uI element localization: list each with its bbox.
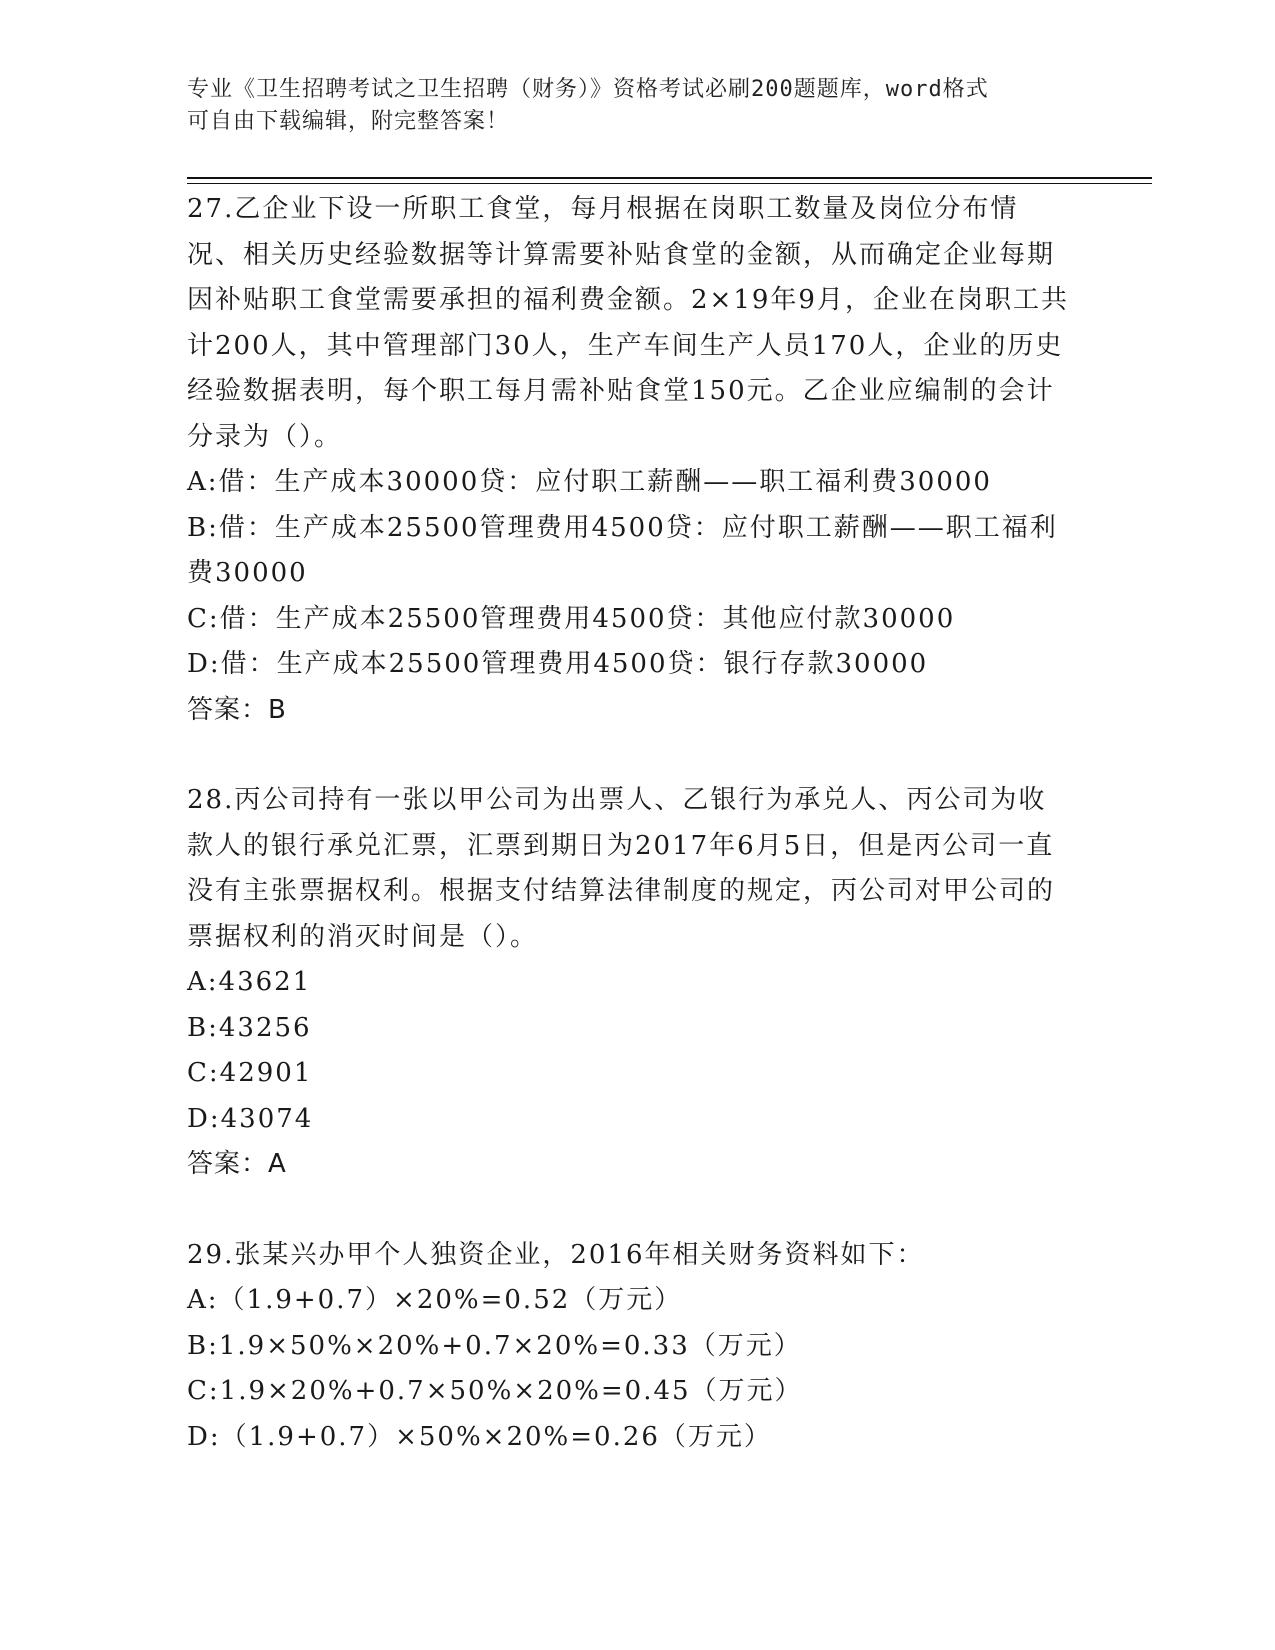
header-divider-thick xyxy=(187,177,1152,179)
option-text: 借：生产成本25500管理费用4500贷：应付职工薪酬——职工福利费30000 xyxy=(187,512,1058,588)
question-list xyxy=(187,187,1087,1460)
answer-line: 答案：A xyxy=(187,1149,287,1179)
option-b xyxy=(187,1324,1087,1370)
question-stem xyxy=(187,778,1072,960)
question-text: 张某兴办甲个人独资企业，2016年相关财务资料如下： xyxy=(234,1239,925,1270)
option-d xyxy=(187,1097,1087,1143)
option-a xyxy=(187,460,1087,506)
option-text: 43074 xyxy=(220,1103,314,1134)
option-key: A: xyxy=(187,967,219,997)
option-key: B: xyxy=(187,1012,219,1043)
option-text: 42901 xyxy=(219,1058,313,1088)
option-key: D: xyxy=(187,1103,221,1134)
option-key: A: xyxy=(187,467,219,497)
option-c xyxy=(187,1369,1087,1415)
question-spacer xyxy=(187,1188,1087,1233)
document-header xyxy=(187,74,1067,138)
option-a xyxy=(187,960,1087,1006)
option-text: 43621 xyxy=(218,967,312,997)
question-28 xyxy=(187,778,1087,1188)
option-c xyxy=(187,597,1087,643)
header-line-2: 可自由下载编辑，附完整答案！ xyxy=(187,109,510,134)
option-text: （1.9+0.7）×20%=0.52（万元） xyxy=(218,1285,683,1315)
question-stem xyxy=(187,1233,1072,1279)
option-b xyxy=(187,1006,1087,1052)
option-text: （1.9+0.7）×50%×20%=0.26（万元） xyxy=(220,1421,772,1452)
option-d xyxy=(187,642,1087,688)
option-key: D: xyxy=(187,1421,221,1452)
option-a xyxy=(187,1278,1087,1324)
question-29 xyxy=(187,1233,1087,1461)
option-key: D: xyxy=(187,649,221,679)
question-text: 乙企业下设一所职工食堂，每月根据在岗职工数量及岗位分布情况、相关历史经验数据等计算需要补贴食堂的金额，从而确定企业每期因补贴职工食堂需要承担的福利费金额。2×19年9月，企业在岗职工共计200人，其中管理部门30人，生产车间生产人员170人，企业的历史经验数据表明，每个职工每月需补贴食堂150元。乙企业应编制的会计分录为（）。 xyxy=(187,194,1069,452)
answer-line: 答案：B xyxy=(187,694,287,725)
option-key: C: xyxy=(187,1058,220,1088)
question-spacer xyxy=(187,733,1087,778)
header-divider-thin xyxy=(187,183,1152,184)
option-text: 43256 xyxy=(218,1012,312,1043)
question-stem xyxy=(187,187,1072,460)
question-number: 28. xyxy=(187,785,235,815)
question-number: 29. xyxy=(187,1239,235,1270)
option-key: C: xyxy=(187,603,220,634)
option-text: 借：生产成本25500管理费用4500贷：银行存款30000 xyxy=(220,649,929,679)
question-text: 丙公司持有一张以甲公司为出票人、乙银行为承兑人、丙公司为收款人的银行承兑汇票，汇票到期日为2017年6月5日，但是丙公司一直没有主张票据权利。根据支付结算法律制度的规定，丙公司对甲公司的票据权利的消灭时间是（）。 xyxy=(187,785,1056,952)
option-c xyxy=(187,1051,1087,1097)
question-number: 27. xyxy=(187,194,235,224)
option-key: B: xyxy=(187,1330,219,1361)
option-key: A: xyxy=(187,1285,219,1315)
option-b xyxy=(187,506,1072,597)
option-d xyxy=(187,1415,1087,1461)
option-text: 1.9×20%+0.7×50%×20%=0.45（万元） xyxy=(219,1376,803,1406)
option-key: C: xyxy=(187,1376,220,1406)
option-text: 1.9×50%×20%+0.7×20%=0.33（万元） xyxy=(218,1330,802,1361)
option-key: B: xyxy=(187,512,219,543)
option-text: 借：生产成本30000贷：应付职工薪酬——职工福利费30000 xyxy=(218,467,992,497)
question-27 xyxy=(187,187,1087,733)
option-text: 借：生产成本25500管理费用4500贷：其他应付款30000 xyxy=(219,603,956,634)
header-line-1: 专业《卫生招聘考试之卫生招聘（财务）》资格考试必刷200题题库，word格式 xyxy=(187,77,989,102)
